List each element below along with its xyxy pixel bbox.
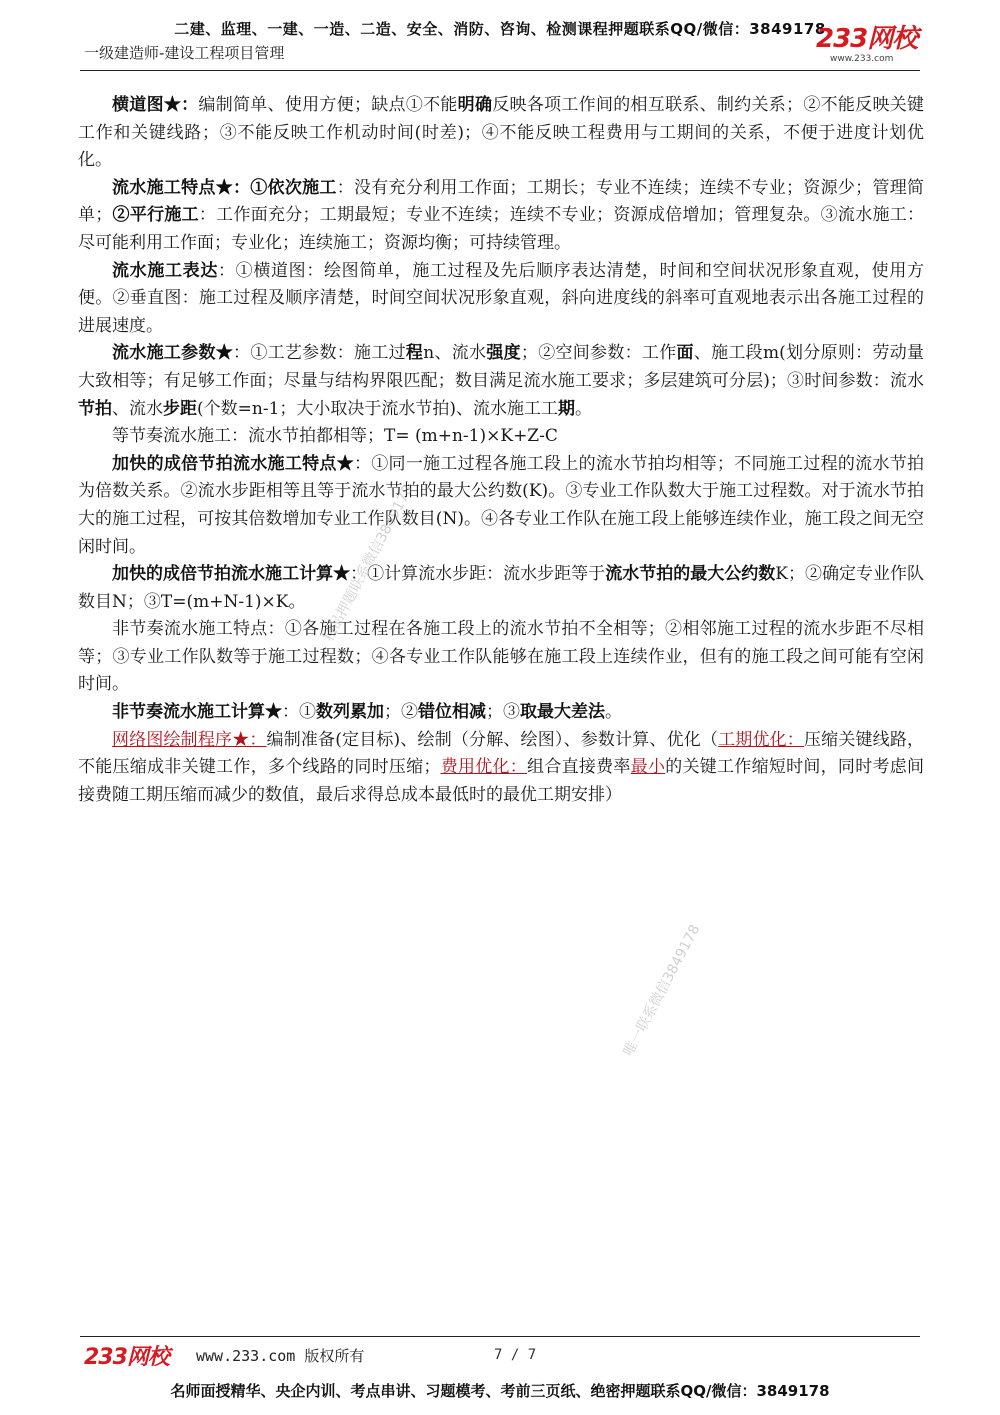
body-text: 反映各项工作间的相互联系、制约关系；②不能反映关键工作和关键线路；③不能反映工作机动时间(时差)；④不能反映工程费用与工期间的关系，不便于进度计划优化。 [78,95,925,171]
bold-text: 面 [676,343,694,364]
bold-text: ①依次施工 [250,177,337,198]
body-text: n、流水 [423,343,487,364]
body-text: ；③ [486,702,520,723]
bold-text: 取最大差法 [520,702,605,723]
bold-text: 非节奏流水施工计算★ [112,702,282,723]
paragraph [78,175,924,258]
body-text: ：①同一施工过程各施工段上的流水节拍均相等；不同施工过程的流水节拍为倍数关系。②流水步距相等且等于流水节拍的最大公约数(K)。③专业工作队数大于施工过程数。对于流水节拍大的施工过程，可按其倍数增加专业工作队数目(N)。④各专业工作队在施工段上能够连续作业，施工段之间无空闲时间。 [78,453,925,557]
paragraph [78,451,924,561]
footer-contact-line: 名师面授精华、央企内训、考点串讲、习题模考、考前三页纸、绝密押题联系QQ/微信：3849178 [170,1382,830,1400]
bold-text: 明确 [457,95,493,115]
bold-text: ②平行施工 [112,205,199,226]
bold-text: 流水节拍的最大公约数 [605,564,776,585]
body-text: ：没有充分利用工作面；工期长；专业不连续；连续不专业；资源少；管理简单； [78,177,925,226]
footer-logo: 233网校 [84,1345,169,1370]
bold-text: 程 [405,343,424,364]
watermark: 唯一联系微信3849178 [620,922,704,1059]
paragraph [78,258,924,341]
body-text: 。 [605,702,622,723]
bold-text: 加快的成倍节拍流水施工计算★ [112,564,351,585]
body-text: 等节奏流水施工：流水节拍都相等；T= (m+n-1)×K+Z-C [112,426,558,447]
bold-text: 节拍 [78,398,112,419]
body-text: 组合直接费率 [527,757,631,778]
body-text: 编制准备(定目标)、绘制（分解、绘图）、参数计算、优化（ [266,729,719,750]
emphasis-text: 网络图绘制程序★： [112,729,267,750]
emphasis-text: 最小 [630,757,666,778]
footer-divider [80,1336,920,1337]
body-text: 编制简单、使用方便；缺点①不能 [198,95,458,115]
body-text: ；②空间参数：工作 [520,343,677,364]
footer-copyright: www.233.com 版权所有 [196,1347,365,1365]
bold-text: 数列累加 [316,702,384,723]
body-text: 的关键工作缩短时间，同时考虑间接费随工期压缩而减少的数值，最后求得总成本最低时的最优工期安排） [78,757,925,805]
body-text: 、流水 [112,398,163,419]
body-text: ：①横道图：绘图简单，施工过程及先后顺序表达清楚，时间和空间状况形象直观，使用方便。②垂直图：施工过程及顺序清楚，时间空间状况形象直观，斜向进度线的斜率可直观地表示出各施工过程的进展速度。 [78,260,924,336]
brand-logo [816,24,920,66]
paragraph [78,699,924,727]
bold-text: 强度 [486,343,521,364]
paragraph [78,340,924,423]
bold-text: 期 [558,398,576,419]
bold-text: 流水施工表达 [112,260,218,281]
document-subject: 一级建造师-建设工程项目管理 [84,44,285,62]
logo-text: 233网校 [816,24,918,54]
body-text: 。 [575,398,593,419]
bold-text: 流水施工参数★ [112,343,234,364]
paragraph [78,616,924,699]
bold-text: 加快的成倍节拍流水施工特点★ [112,453,354,474]
header-contact-line: 二建、监理、一建、一造、二造、安全、消防、咨询、检测课程押题联系QQ/微信：3849178 [174,20,826,38]
body-text: 压缩关键线路，不能压缩成非关键工作，多个线路的同时压缩； [78,729,925,778]
bold-text: 横道图★： [112,95,199,115]
body-text: (个数=n-1；大小取决于流水节拍)、流水施工工 [197,398,559,419]
body-text: ；② [384,702,418,723]
body-text: ：①工艺参数：施工过 [233,343,406,364]
bold-text: 流水施工特点★： [112,177,251,198]
page-number: 7 / 7 [494,1347,537,1363]
paragraph [78,423,924,451]
watermark: 精品押题联系微信3849178 [320,482,417,644]
emphasis-text: 工期优化： [718,729,804,750]
paragraph [78,92,924,175]
document-body [78,92,924,809]
paragraph [78,561,924,616]
paragraph [78,727,924,810]
body-text: 、施工段m(划分原则：劳动量大致相等；有足够工作面；尽量与结构界限匹配；数目满足流水施工要求；多层建筑可分层)；③时间参数：流水 [78,343,925,391]
header-divider [80,70,920,71]
body-text: ：①计算流水步距：流水步距等于 [350,564,606,585]
body-text: K；②确定专业作队数目N；③T=(m+N-1)×K。 [78,564,925,612]
bold-text: 错位相减 [418,702,486,723]
logo-url: www.233.com [830,54,894,64]
body-text: ：工作面充分；工期最短；专业不连续；连续不专业；资源成倍增加；管理复杂。③流水施工：尽可能利用工作面；专业化；连续施工；资源均衡；可持续管理。 [78,205,925,253]
bold-text: 步距 [163,398,197,419]
body-text: ：① [282,702,316,723]
emphasis-text: 费用优化： [440,757,528,778]
body-text: 非节奏流水施工特点：①各施工过程在各施工段上的流水节拍不全相等；②相邻施工过程的流水步距不尽相等；③专业工作队数等于施工过程数；④各专业工作队能够在施工段上连续作业，但有的施工段之间可能有空闲时间。 [78,619,924,695]
